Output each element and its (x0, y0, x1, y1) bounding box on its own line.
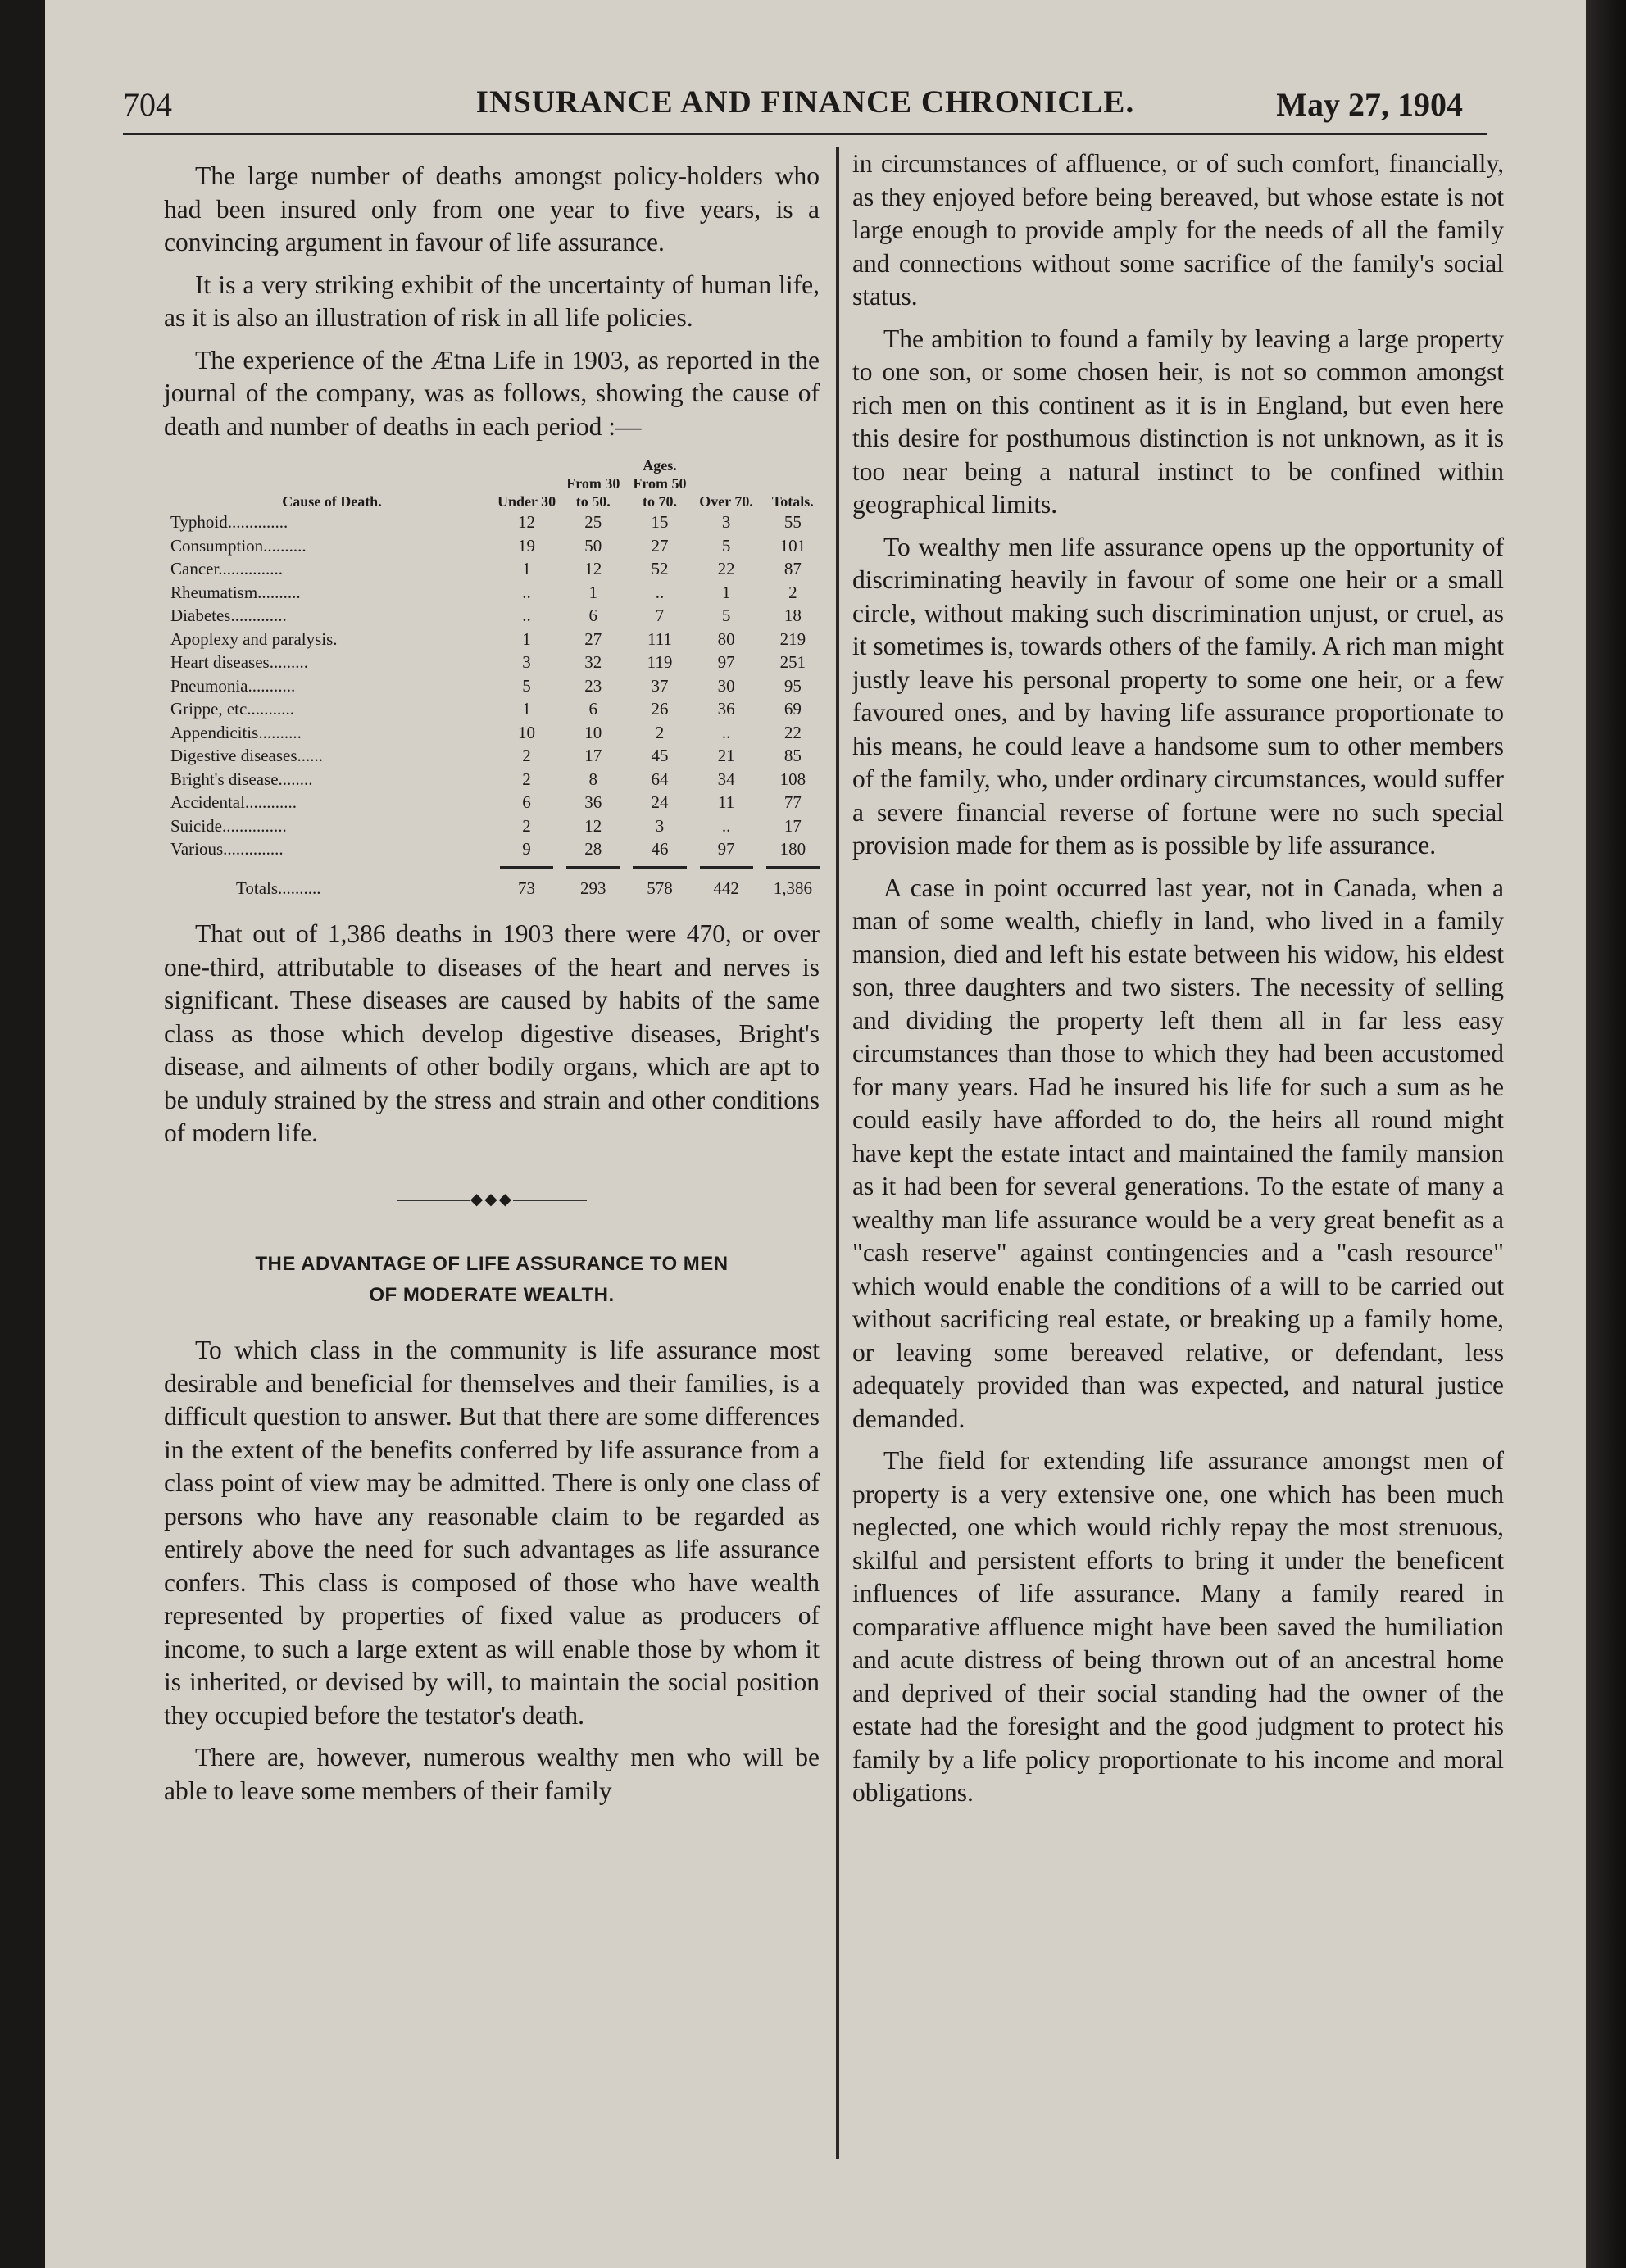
table-cell: Totals.......... (236, 878, 321, 898)
table-cell: Consumption.......... (170, 535, 307, 556)
table-cell: 3 (655, 815, 665, 836)
page-edge-shadow (1586, 0, 1626, 2268)
totals-row (170, 875, 826, 900)
right-column (852, 147, 1504, 1819)
column-header: Over 70. (699, 493, 753, 510)
table-cell: 10 (518, 722, 536, 742)
publication-title: INSURANCE AND FINANCE CHRONICLE. (475, 84, 1135, 120)
deaths-table (170, 456, 826, 900)
paragraph: A case in point occurred last year, not in Canada, when a man of some wealth, chiefly in land, who lived in a family mansion, died and left his estate between his widow, his eldest son, three daughters and two sisters. The necessity of selling and dividing the property left them all in far less easy circumstances than those to which they had been accustomed for many years. Had he insured his life for such a sum as he could easily have afforded to do, the heirs all round might have kept the estate intact and maintained the family mansion as it had been for several generations. To the estate of many a wealthy man life assurance would be a very great benefit as a "cash reserve" against contingencies and a "cash resource" which would enable the conditions of a will to be carried out without sacrificing real estate, or breaking up a family home, or leaving some bereaved relative, or defendant, less adequately provided than was expected, and natural justice demanded. (852, 873, 1504, 1433)
table-cell: 12 (584, 815, 602, 836)
table-cell: 24 (651, 792, 669, 812)
table-cell: 52 (651, 559, 669, 578)
table-row (170, 674, 826, 698)
table-cell: 27 (584, 628, 602, 649)
table-cell: 3 (721, 512, 731, 532)
table-header-row (170, 474, 826, 510)
table-cell: 28 (584, 839, 602, 859)
table-cell: 12 (584, 559, 602, 578)
paragraph: That out of 1,386 deaths in 1903 there were 470, or over one-third, attributable to diseases of the heart and nerves is significant. These diseases are caused by habits of the same class as those which develop digestive diseases, Bright's disease, and ailments of other bodily organs, which are apt to be unduly strained by the stress and strain and other conditions of modern life. (164, 919, 820, 1147)
paragraph: The ambition to found a family by leaving a large property to one son, or some chosen heir, is not so common amongst rich men on this continent as it is in England, but even here this desire for posthumous distinction is not unknown, as it is too near being a natural instinct to be confined within geographical limits. (852, 324, 1504, 519)
page-header (123, 75, 1487, 135)
table-cell: 2 (655, 722, 665, 742)
paragraph: It is a very striking exhibit of the uncertainty of human life, as it is also an illustration of risk in all life policies. (164, 270, 820, 332)
left-column (164, 160, 820, 1817)
table-cell: .. (522, 582, 531, 602)
table-row (170, 721, 826, 745)
table-cell: 1 (588, 582, 598, 602)
table-cell: 6 (522, 792, 531, 812)
table-cell: Diabetes............. (170, 606, 287, 625)
table-row (170, 581, 826, 605)
table-cell: Apoplexy and paralysis. (170, 628, 338, 649)
table-cell: 34 (717, 769, 735, 789)
section-heading-line-2: OF MODERATE WEALTH. (369, 1284, 615, 1306)
table-cell: 17 (783, 815, 802, 836)
table-cell: 5 (721, 535, 731, 556)
table-cell: 87 (783, 559, 802, 578)
table-cell: 27 (651, 535, 669, 556)
table-body (170, 510, 826, 861)
ornament-glyph: ◆◆◆ (470, 1190, 514, 1209)
table-cell: 1 (522, 559, 531, 578)
column-divider (836, 147, 839, 2159)
table-cell: 12 (518, 512, 536, 532)
table-cell: Appendicitis.......... (170, 722, 302, 742)
table-cell: 69 (783, 699, 802, 719)
table-cell: 21 (717, 746, 735, 765)
table-cell: 15 (651, 512, 669, 532)
table-row (170, 651, 826, 674)
deaths-table-wrapper (170, 456, 826, 900)
table-cell: 2 (522, 746, 531, 765)
column-header: Cause of Death. (282, 493, 382, 510)
table-cell: 119 (647, 652, 673, 672)
table-cell: 108 (779, 769, 806, 789)
ornament-divider (164, 1183, 820, 1217)
table-cell: 55 (783, 512, 802, 532)
table-cell: 36 (584, 792, 602, 812)
column-header: Under 30 (497, 493, 556, 510)
column-header: Totals. (771, 493, 814, 510)
newspaper-page (45, 0, 1586, 2268)
table-cell: 11 (717, 792, 735, 812)
table-row (170, 510, 826, 534)
table-cell: 1,386 (773, 878, 812, 898)
paragraph: The experience of the Ætna Life in 1903, as reported in the journal of the company, was as follows, showing the cause of death and number of deaths in each period :— (164, 345, 820, 441)
paragraph: in circumstances of affluence, or of such comfort, financially, as they enjoyed before being bereaved, but whose estate is not large enough to provide amply for the needs of all the family and connections without some sacrifice of the family's social status. (852, 149, 1504, 311)
table-cell: 37 (651, 675, 669, 696)
paragraph: There are, however, numerous wealthy men who will be able to leave some members of their family (164, 1743, 820, 1805)
table-cell: 6 (588, 606, 598, 625)
table-cell: 17 (584, 746, 602, 765)
table-cell: 101 (779, 535, 806, 556)
table-cell: .. (522, 606, 531, 625)
table-cell: 7 (655, 606, 665, 625)
table-cell: Accidental............ (170, 792, 297, 812)
table-cell: Digestive diseases...... (170, 746, 324, 765)
table-cell: 19 (518, 535, 536, 556)
table-cell: 46 (651, 839, 669, 859)
table-cell: 1 (721, 582, 731, 602)
table-row (170, 628, 826, 651)
table-cell: Rheumatism.......... (170, 582, 301, 602)
section-heading (164, 1249, 820, 1311)
table-cell: 5 (522, 675, 531, 696)
table-cell: 95 (783, 675, 802, 696)
table-cell: 97 (717, 652, 735, 672)
table-cell: 36 (717, 699, 735, 719)
table-cell: Heart diseases......... (170, 652, 308, 672)
table-row (170, 557, 826, 581)
page-number: 704 (123, 86, 172, 123)
column-header: From 50 to 70. (633, 475, 687, 510)
table-cell: 26 (651, 699, 669, 719)
section-heading-line-1: THE ADVANTAGE OF LIFE ASSURANCE TO MEN (255, 1253, 729, 1275)
table-cell: 23 (584, 675, 602, 696)
table-cell: Cancer............... (170, 559, 284, 578)
table-cell: 45 (651, 746, 669, 765)
ages-label: Ages. (643, 457, 677, 474)
table-cell: 251 (779, 652, 806, 672)
table-cell: 3 (522, 652, 531, 672)
table-row (170, 837, 826, 861)
table-cell: 22 (783, 722, 802, 742)
table-cell: 30 (717, 675, 735, 696)
table-cell: 2 (788, 582, 797, 602)
table-row (170, 604, 826, 628)
paragraph: The field for extending life assurance amongst men of property is a very extensive one, one which has been much neglected, one which would richly repay the most strenuous, skilful and persistent efforts to bring it under the beneficent influences of life assurance. Many a family reared in comparative affluence might have been saved the humiliation and acute distress of being thrown out of an ancestral home and deprived of their social standing had the owner of the estate had the foresight and the good judgment to protect his family by a life policy proportionate to his income and moral obligations. (852, 1446, 1504, 1807)
paragraph: The large number of deaths amongst policy-holders who had been insured only from one year to five years, is a convincing argument in favour of life assurance. (164, 161, 820, 256)
table-cell: 5 (721, 606, 731, 625)
table-cell: 9 (522, 839, 531, 859)
table-row (170, 814, 826, 838)
paragraph: To wealthy men life assurance opens up the opportunity of discriminating heavily in favour of some one heir or a small circle, without making such discrimination unjust, or cruel, as it sometimes is, towards others of the family. A rich man might justly leave his personal property to some one heir, or a few favoured ones, and by having life assurance proportionate to his means, he could leave a handsome sum to other members of the family, who, under ordinary circumstances, would suffer a severe financial reverse of fortune were no such special provision made for them as is possible by life assurance. (852, 532, 1504, 860)
table-cell: 2 (522, 815, 531, 836)
table-cell: 18 (783, 606, 802, 625)
table-cell: 111 (647, 628, 672, 649)
table-cell: Bright's disease........ (170, 769, 313, 789)
issue-date: May 27, 1904 (1276, 86, 1463, 123)
table-row (170, 534, 826, 558)
table-cell: 180 (779, 839, 806, 859)
totals-separator (170, 861, 826, 875)
table-cell: Suicide............... (170, 815, 287, 836)
table-cell: 32 (584, 652, 602, 672)
table-cell: 64 (651, 769, 669, 789)
table-cell: 1 (522, 699, 531, 719)
table-cell: 10 (584, 722, 602, 742)
table-cell: 22 (717, 559, 735, 578)
table-row (170, 697, 826, 721)
table-cell: Pneumonia........... (170, 675, 296, 696)
table-cell: 2 (522, 769, 531, 789)
table-cell: 25 (584, 512, 602, 532)
table-row (170, 791, 826, 814)
table-cell: Typhoid.............. (170, 512, 288, 532)
table-cell: 73 (518, 878, 536, 898)
table-cell: 85 (783, 746, 802, 765)
table-cell: 442 (713, 878, 739, 898)
table-cell: 6 (588, 699, 598, 719)
column-header: From 30 to 50. (566, 475, 620, 510)
table-row (170, 768, 826, 792)
table-cell: 219 (779, 628, 806, 649)
table-row (170, 744, 826, 768)
table-cell: .. (721, 722, 731, 742)
paragraph: To which class in the community is life assurance most desirable and beneficial for themselves and their families, is a difficult question to answer. But that there are some differences in the extent of the benefits conferred by life assurance from a class point of view may be admitted. There is only one class of persons who have any reasonable claim to be regarded as entirely above the need for such advantages as life assurance confers. This class is composed of those who have wealth represented by properties of fixed value as producers of income, to such a large extent as will enable those by whom it is inherited, or devised by will, to maintain the social position they occupied before the testator's death. (164, 1336, 820, 1730)
table-cell: 80 (717, 628, 735, 649)
table-cell: .. (721, 815, 731, 836)
table-cell: 77 (783, 792, 802, 812)
table-cell: 97 (717, 839, 735, 859)
table-cell: 578 (647, 878, 673, 898)
table-cell: Various.............. (170, 839, 284, 859)
table-cell: 8 (588, 769, 598, 789)
table-cell: 50 (584, 535, 602, 556)
table-cell: 293 (580, 878, 606, 898)
table-cell: .. (655, 582, 665, 602)
table-cell: 1 (522, 628, 531, 649)
table-cell: Grippe, etc........... (170, 699, 295, 719)
